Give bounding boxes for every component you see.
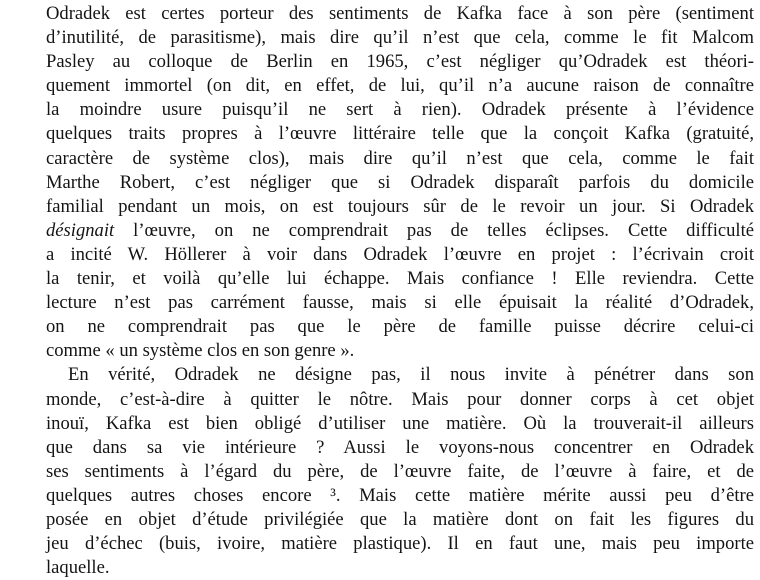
text-line: caractère de système clos), mais dire qu’il n’est que cela, comme le fait xyxy=(46,147,754,169)
text-line xyxy=(46,219,754,243)
text-line: quement immortel (on dit, en effet, de lui, qu’il n’a aucune raison de connaître xyxy=(46,75,754,97)
document-page xyxy=(46,2,754,580)
paragraph xyxy=(46,2,754,363)
text-line: a incité W. Höllerer à voir dans Odradek l’œuvre en projet : l’écrivain croit xyxy=(46,243,754,265)
text-line: quelques autres choses encore ³. Mais cette matière mérite aussi peu d’être xyxy=(46,484,754,506)
text-line: inouï, Kafka est bien obligé d’utiliser une matière. Où la trouverait-il ailleurs xyxy=(46,412,754,434)
text-line: que dans sa vie intérieure ? Aussi le voyons-nous concentrer en Odradek xyxy=(46,436,754,458)
text-line: monde, c’est-à-dire à quitter le nôtre. Mais pour donner corps à cet objet xyxy=(46,388,754,410)
text-line: d’inutilité, de parasitisme), mais dire qu’il n’est que cela, comme le fit Malcom xyxy=(46,27,754,49)
text-line: Marthe Robert, c’est négliger que si Odradek disparaît parfois du domicile xyxy=(46,171,754,193)
text-line: on ne comprendrait pas que le père de famille puisse décrire celui-ci xyxy=(46,316,754,338)
text-line: lecture n’est pas carrément fausse, mais si elle épuisait la réalité d’Odradek, xyxy=(46,292,754,314)
text-line: la tenir, et voilà qu’elle lui échappe. Mais confiance ! Elle reviendra. Cette xyxy=(46,268,754,290)
text-line: familial pendant un mois, on est toujours sûr de le revoir un jour. Si Odradek xyxy=(46,195,754,217)
text-line: Pasley au colloque de Berlin en 1965, c’est négliger qu’Odradek est théori- xyxy=(46,51,754,73)
text-line: En vérité, Odradek ne désigne pas, il nous invite à pénétrer dans son xyxy=(68,364,754,386)
text-line: posée en objet d’étude privilégiée que la matière dont on fait les figures du xyxy=(46,508,754,530)
text-line: ses sentiments à l’égard du père, de l’œuvre faite, de l’œuvre à faire, et de xyxy=(46,460,754,482)
text-run: l’œuvre, on ne comprendrait pas de telles éclipses. Cette difficulté xyxy=(114,219,754,241)
text-line: Odradek est certes porteur des sentiments de Kafka face à son père (sentiment xyxy=(46,3,754,24)
text-line: jeu d’échec (buis, ivoire, matière plastique). Il en faut une, mais peu importe xyxy=(46,533,754,555)
paragraph xyxy=(46,363,754,580)
text-line: la moindre usure puisqu’il ne sert à rien). Odradek présente à l’évidence xyxy=(46,99,754,121)
text-line: laquelle. xyxy=(46,557,110,579)
text-line: comme « un système clos en son genre ». xyxy=(46,340,355,362)
text-line: quelques traits propres à l’œuvre littéraire telle que la conçoit Kafka (gratuité, xyxy=(46,123,754,145)
italic-word: désignait xyxy=(46,219,115,241)
